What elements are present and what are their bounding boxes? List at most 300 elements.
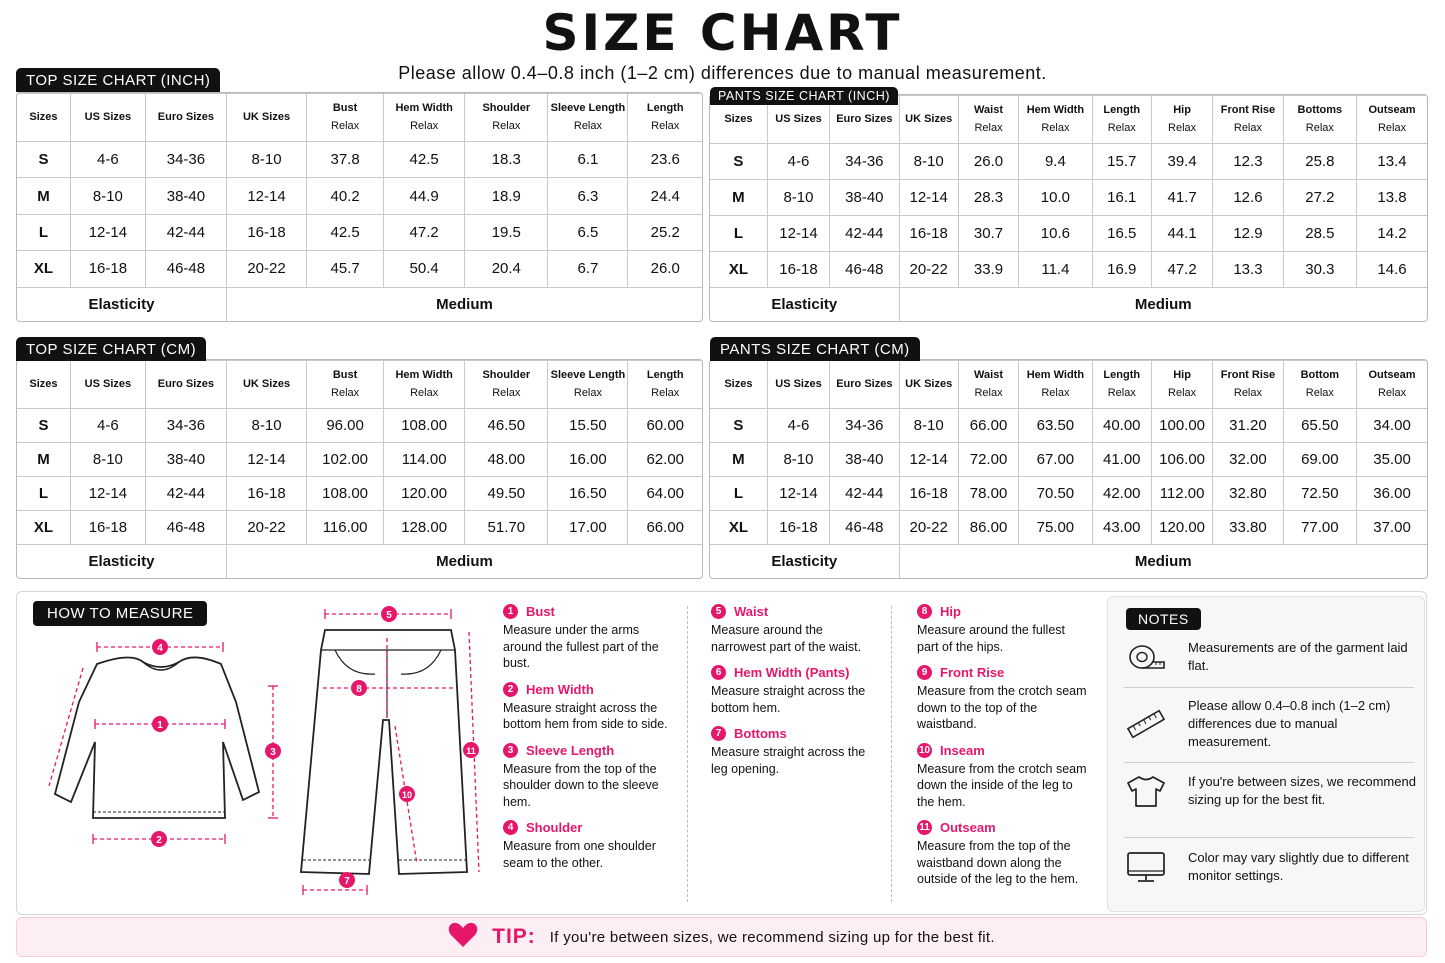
table-cell: 9.4 [1019, 144, 1092, 180]
table-cell: 46.50 [465, 409, 548, 443]
measure-item-text: Measure straight across the bottom hem. [711, 684, 866, 715]
table-cell: 12.9 [1213, 215, 1283, 251]
header-label: Outseam [1368, 368, 1416, 381]
table-cell: 27.2 [1283, 179, 1356, 215]
column-divider [891, 606, 892, 902]
size-table [710, 360, 1427, 578]
table-cell: 40.00 [1092, 409, 1151, 443]
header-label: Euro Sizes [157, 377, 215, 390]
table-row [17, 409, 702, 443]
table-cell: 23.6 [628, 142, 702, 178]
marker-5: 5 [386, 610, 392, 621]
size-cell: S [710, 144, 767, 180]
table-cell: 8-10 [226, 142, 306, 178]
header-label: Length [646, 368, 684, 381]
header-label: Euro Sizes [157, 110, 215, 123]
tip-banner [16, 917, 1427, 957]
number-badge: 2 [503, 682, 518, 697]
header-label: Shoulder [482, 368, 531, 381]
elasticity-label: Elasticity [710, 287, 899, 321]
table-cell: 8-10 [767, 442, 829, 476]
measure-item [711, 604, 881, 655]
table-cell: 4-6 [767, 409, 829, 443]
table-cell: 16.00 [548, 442, 628, 476]
measure-item-header [503, 820, 673, 835]
table-cell: 6.5 [548, 214, 628, 250]
measure-item-header [711, 665, 881, 680]
table-cell: 4-6 [70, 409, 145, 443]
table-cell: 20-22 [899, 251, 958, 287]
header-sublabel: Relax [1233, 121, 1262, 134]
table-cell: 44.9 [384, 178, 465, 214]
table-cell: 42-44 [830, 476, 899, 510]
table-cell: 12-14 [70, 476, 145, 510]
table-row [710, 476, 1427, 510]
measure-item [711, 726, 881, 777]
measure-item-header [503, 604, 673, 619]
header-sublabel: Relax [573, 119, 602, 132]
measure-item [917, 604, 1087, 655]
table-cell: 12.6 [1213, 179, 1283, 215]
header-label: Length [1103, 368, 1141, 381]
header-sublabel: Relax [331, 386, 360, 399]
monitor-icon [1124, 850, 1168, 884]
table-cell: 12-14 [226, 442, 306, 476]
table-cell: 25.2 [628, 214, 702, 250]
header-label: Sleeve Length [550, 101, 626, 114]
tip-text: If you're between sizes, we recommend sizing up for the best fit. [549, 928, 995, 946]
column-header [899, 96, 958, 144]
number-badge: 4 [503, 820, 518, 835]
size-cell: M [710, 179, 767, 215]
page-title: SIZE CHART [542, 4, 903, 62]
column-header [465, 361, 548, 409]
column-header [1092, 96, 1151, 144]
marker-2: 2 [156, 835, 162, 846]
table-cell: 38-40 [830, 179, 899, 215]
table-tag: PANTS SIZE CHART (CM) [710, 337, 920, 361]
column-header [307, 361, 384, 409]
measure-item [503, 820, 673, 871]
table-cell: 20-22 [226, 251, 306, 287]
table-cell: 42-44 [145, 476, 226, 510]
table-cell: 108.00 [384, 409, 465, 443]
number-badge: 10 [918, 744, 931, 756]
heart-icon [448, 922, 478, 953]
measure-item-title: Shoulder [526, 820, 583, 835]
column-header [384, 94, 465, 142]
column-header [830, 361, 899, 409]
column-divider [687, 606, 688, 902]
table-cell: 46-48 [145, 510, 226, 544]
table-cell: 16.5 [1092, 215, 1151, 251]
number-badge: 11 [917, 820, 932, 835]
measure-item-title: Bottoms [734, 726, 787, 741]
column-header [899, 361, 958, 409]
table-cell: 8-10 [70, 442, 145, 476]
note-text: Color may vary slightly due to different monitor settings. [1188, 850, 1409, 883]
table-cell: 120.00 [1151, 510, 1212, 544]
table-cell: 42-44 [830, 215, 899, 251]
measure-item-title: Hem Width [526, 681, 594, 697]
measure-item-text: Measure from one shoulder seam to the other. [503, 839, 656, 870]
table-cell: 13.4 [1357, 144, 1427, 180]
marker-1: 1 [157, 720, 163, 731]
table-tag: TOP SIZE CHART (INCH) [16, 68, 220, 92]
table-cell: 8-10 [899, 144, 958, 180]
column-header [1357, 361, 1427, 409]
header-label: Hem Width [395, 368, 453, 381]
table-cell: 38-40 [830, 442, 899, 476]
table-cell: 45.7 [307, 251, 384, 287]
table-cell: 12-14 [899, 442, 958, 476]
pants-diagram [295, 602, 485, 902]
tshirt-icon [1124, 774, 1168, 808]
size-table [17, 360, 702, 578]
header-label: Front Rise [1220, 103, 1276, 116]
column-header [70, 94, 145, 142]
elasticity-value: Medium [226, 287, 702, 321]
header-sublabel: Relax [1305, 121, 1334, 134]
header-label: UK Sizes [905, 377, 953, 390]
table-cell: 106.00 [1151, 442, 1212, 476]
column-header [1019, 361, 1092, 409]
table-cell: 30.7 [958, 215, 1018, 251]
elasticity-label: Elasticity [17, 287, 226, 321]
header-label: Waist [974, 368, 1003, 381]
table-cell: 114.00 [384, 442, 465, 476]
header-label: Hem Width [1026, 368, 1085, 381]
table-cell: 46-48 [145, 251, 226, 287]
table-cell: 34.00 [1357, 409, 1427, 443]
column-header [1283, 96, 1356, 144]
table-cell: 17.00 [548, 510, 628, 544]
how-to-measure-tag: HOW TO MEASURE [33, 601, 207, 626]
tip-label: TIP: [492, 925, 536, 948]
column-header [384, 361, 465, 409]
table-cell: 6.7 [548, 251, 628, 287]
table-cell: 16-18 [226, 476, 306, 510]
column-header [1357, 96, 1427, 144]
header-sublabel: Relax [573, 386, 602, 399]
marker-8: 8 [356, 684, 362, 695]
table-row [710, 179, 1427, 215]
table-cell: 41.00 [1092, 442, 1151, 476]
marker-4: 4 [157, 643, 163, 654]
marker-7: 7 [344, 876, 350, 887]
table-cell: 8-10 [226, 409, 306, 443]
header-label: US Sizes [775, 377, 822, 390]
header-label: Euro Sizes [836, 377, 893, 390]
column-header [628, 94, 702, 142]
header-label: Hip [1173, 368, 1191, 381]
size-cell: L [710, 215, 767, 251]
size-table [710, 95, 1427, 321]
column-header [70, 361, 145, 409]
table-row [710, 409, 1427, 443]
table-tag: TOP SIZE CHART (CM) [16, 337, 206, 361]
table-cell: 12-14 [767, 215, 829, 251]
table-cell: 16.50 [548, 476, 628, 510]
table-cell: 16-18 [226, 214, 306, 250]
table-cell: 20-22 [899, 510, 958, 544]
header-label: Sizes [29, 110, 58, 123]
measure-item-title: Bust [526, 604, 555, 619]
header-sublabel: Relax [1233, 386, 1262, 399]
table-cell: 19.5 [465, 214, 548, 250]
column-header [1283, 361, 1356, 409]
table-cell: 42.5 [384, 142, 465, 178]
note-item [1124, 697, 1416, 751]
elasticity-label: Elasticity [17, 544, 226, 578]
header-label: US Sizes [84, 377, 132, 390]
header-label: Length [1103, 103, 1141, 116]
table-cell: 70.50 [1019, 476, 1092, 510]
table-cell: 24.4 [628, 178, 702, 214]
table-cell: 10.0 [1019, 179, 1092, 215]
table-cell: 72.50 [1283, 476, 1356, 510]
size-cell: L [17, 476, 70, 510]
table-cell: 16-18 [767, 251, 829, 287]
table-cell: 47.2 [1151, 251, 1212, 287]
table-cell: 16-18 [899, 476, 958, 510]
column-header [1213, 96, 1283, 144]
table-row [710, 144, 1427, 180]
table-cell: 4-6 [70, 142, 145, 178]
measure-item-title: Outseam [940, 820, 996, 835]
measure-item [503, 682, 673, 733]
table-cell: 47.2 [384, 214, 465, 250]
header-label: Euro Sizes [836, 112, 893, 125]
column-header [1213, 361, 1283, 409]
note-text: Please allow 0.4–0.8 inch (1–2 cm) differences due to manual measurement. [1188, 698, 1391, 749]
tape-measure-icon [1124, 642, 1168, 672]
measure-item-text: Measure from the crotch seam down to the top of the waistband. [917, 684, 1087, 731]
header-sublabel: Relax [1107, 386, 1136, 399]
measure-item-title: Hem Width (Pants) [734, 665, 850, 680]
table-cell: 16-18 [70, 251, 145, 287]
size-cell: XL [17, 251, 70, 287]
header-sublabel: Relax [1168, 121, 1197, 134]
elasticity-value: Medium [899, 544, 1427, 578]
header-sublabel: Relax [331, 119, 360, 132]
table-row [17, 214, 702, 250]
measure-item-text: Measure around the narrowest part of the waist. [711, 623, 862, 654]
column-header [958, 361, 1018, 409]
table-cell: 14.6 [1357, 251, 1427, 287]
header-label: Bust [332, 101, 358, 114]
table-cell: 42-44 [145, 214, 226, 250]
number-badge: 1 [503, 604, 518, 619]
measure-item-text: Measure from the top of the waistband down along the outside of the leg to the hem. [917, 839, 1079, 886]
measure-item-header [503, 743, 673, 758]
table-cell: 16.1 [1092, 179, 1151, 215]
column-header [17, 94, 70, 142]
table-cell: 16-18 [70, 510, 145, 544]
marker-11: 11 [466, 746, 476, 756]
header-label: Hem Width [1026, 103, 1085, 116]
table-cell: 50.4 [384, 251, 465, 287]
elasticity-value: Medium [899, 287, 1427, 321]
header-sublabel: Relax [974, 121, 1003, 134]
column-header [307, 94, 384, 142]
header-sublabel: Relax [1377, 121, 1407, 134]
table-cell: 75.00 [1019, 510, 1092, 544]
table-cell: 63.50 [1019, 409, 1092, 443]
size-cell: S [17, 409, 70, 443]
note-divider [1124, 837, 1414, 838]
how-to-measure-section [16, 591, 1427, 915]
measure-item-title: Waist [734, 604, 769, 619]
measure-item-text: Measure around the fullest part of the hips. [917, 623, 1066, 654]
table-cell: 48.00 [465, 442, 548, 476]
table-cell: 40.2 [307, 178, 384, 214]
size-cell: XL [17, 510, 70, 544]
table-cell: 12-14 [70, 214, 145, 250]
table-cell: 8-10 [70, 178, 145, 214]
number-badge: 3 [503, 743, 518, 758]
measure-item-title: Inseam [940, 742, 985, 758]
measure-item-header [917, 665, 1087, 680]
table-cell: 12-14 [899, 179, 958, 215]
table-cell: 6.3 [548, 178, 628, 214]
table-cell: 62.00 [628, 442, 702, 476]
measure-item [917, 665, 1087, 733]
table-cell: 33.80 [1213, 510, 1283, 544]
table-cell: 41.7 [1151, 179, 1212, 215]
header-label: Hip [1173, 103, 1191, 116]
header-label: Outseam [1368, 103, 1416, 116]
elasticity-value: Medium [226, 544, 702, 578]
column-header [710, 361, 767, 409]
table-cell: 116.00 [307, 510, 384, 544]
header-sublabel: Relax [1305, 386, 1334, 399]
table-cell: 38-40 [145, 442, 226, 476]
measure-item-text: Measure from the top of the shoulder down to the sleeve hem. [503, 761, 659, 809]
size-cell: XL [710, 251, 767, 287]
table-cell: 12-14 [767, 476, 829, 510]
table-row [710, 215, 1427, 251]
table-cell: 31.20 [1213, 409, 1283, 443]
header-label: Sizes [724, 112, 753, 125]
header-sublabel: Relax [1041, 386, 1070, 399]
marker-3: 3 [270, 747, 276, 758]
marker-10: 10 [401, 790, 413, 800]
table-cell: 12.3 [1213, 144, 1283, 180]
table-cell: 15.50 [548, 409, 628, 443]
page-subtitle: Please allow 0.4–0.8 inch (1–2 cm) differences due to manual measurement. [398, 63, 1047, 83]
number-badge: 5 [711, 604, 726, 619]
header-label: Length [646, 101, 684, 114]
table-cell: 34-36 [145, 142, 226, 178]
column-header [767, 361, 829, 409]
table-cell: 72.00 [958, 442, 1018, 476]
table-cell: 67.00 [1019, 442, 1092, 476]
size-cell: M [710, 442, 767, 476]
measure-item-header [917, 820, 1087, 835]
header-sublabel: Relax [1107, 121, 1136, 134]
table-cell: 42.00 [1092, 476, 1151, 510]
table-cell: 4-6 [767, 144, 829, 180]
number-badge: 9 [917, 665, 932, 680]
header-label: UK Sizes [905, 112, 953, 125]
table-cell: 11.4 [1019, 251, 1092, 287]
header-label: Bottom [1300, 368, 1340, 381]
size-cell: L [710, 476, 767, 510]
table-cell: 77.00 [1283, 510, 1356, 544]
table-cell: 46-48 [830, 251, 899, 287]
column-header [226, 94, 306, 142]
table-cell: 37.00 [1357, 510, 1427, 544]
table-cell: 34-36 [830, 409, 899, 443]
table-row [17, 251, 702, 287]
measure-item-header [711, 726, 881, 741]
table-cell: 37.8 [307, 142, 384, 178]
number-badge: 7 [711, 726, 726, 741]
measure-item-header [917, 743, 1087, 758]
header-label: UK Sizes [242, 110, 291, 123]
size-cell: S [710, 409, 767, 443]
table-cell: 49.50 [465, 476, 548, 510]
table-cell: 64.00 [628, 476, 702, 510]
header-sublabel: Relax [1377, 386, 1407, 399]
table-cell: 42.5 [307, 214, 384, 250]
table-cell: 120.00 [384, 476, 465, 510]
table-cell: 66.00 [628, 510, 702, 544]
table-row [710, 442, 1427, 476]
table-cell: 39.4 [1151, 144, 1212, 180]
size-cell: M [17, 178, 70, 214]
column-header [145, 94, 226, 142]
table-row [710, 510, 1427, 544]
header-label: Waist [974, 103, 1003, 116]
table-cell: 60.00 [628, 409, 702, 443]
column-header [628, 361, 702, 409]
measure-item-header [503, 682, 673, 697]
header-sublabel: Relax [651, 119, 680, 132]
table-cell: 10.6 [1019, 215, 1092, 251]
table-row [17, 442, 702, 476]
column-header [17, 361, 70, 409]
notes-tag: NOTES [1126, 608, 1201, 630]
table-cell: 46-48 [830, 510, 899, 544]
ruler-icon [1124, 708, 1168, 740]
header-sublabel: Relax [492, 386, 521, 399]
size-table [17, 93, 702, 321]
table-cell: 30.3 [1283, 251, 1356, 287]
table-cell: 26.0 [958, 144, 1018, 180]
column-header [1092, 361, 1151, 409]
elasticity-label: Elasticity [710, 544, 899, 578]
note-text: Measurements are of the garment laid flat. [1188, 640, 1408, 673]
table-cell: 15.7 [1092, 144, 1151, 180]
header-label: Hem Width [395, 101, 453, 114]
table-cell: 69.00 [1283, 442, 1356, 476]
column-header [1151, 96, 1212, 144]
table-cell: 18.9 [465, 178, 548, 214]
table-cell: 108.00 [307, 476, 384, 510]
header-label: US Sizes [84, 110, 132, 123]
note-text: If you're between sizes, we recommend sizing up for the best fit. [1188, 774, 1416, 807]
table-cell: 13.8 [1357, 179, 1427, 215]
table-cell: 43.00 [1092, 510, 1151, 544]
table-cell: 32.00 [1213, 442, 1283, 476]
table-row [17, 178, 702, 214]
header-label: US Sizes [775, 112, 822, 125]
header-sublabel: Relax [1041, 121, 1070, 134]
table-cell: 26.0 [628, 251, 702, 287]
table-row [17, 476, 702, 510]
